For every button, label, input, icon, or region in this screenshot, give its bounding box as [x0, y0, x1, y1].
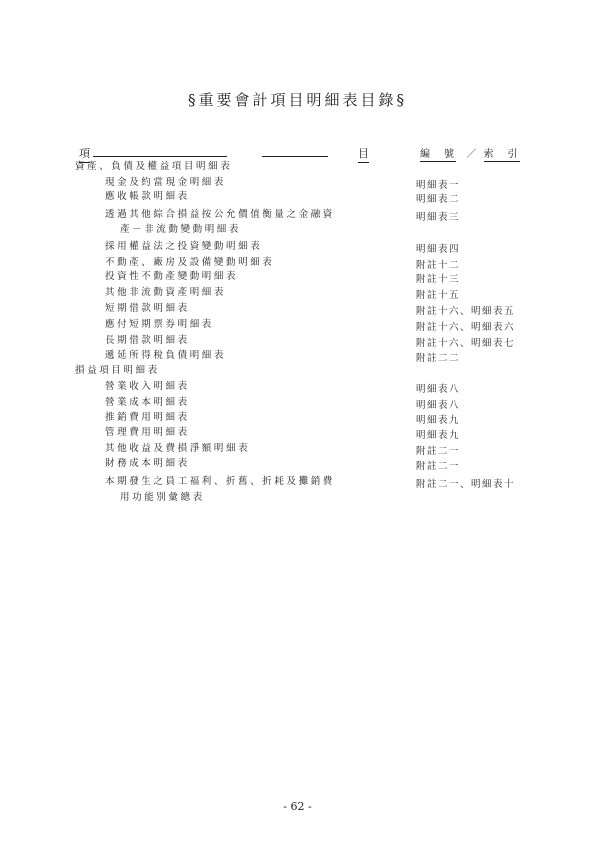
list-item-reference: 明細表一 [416, 180, 461, 191]
page-title: §重要會計項目明細表目錄§ [187, 91, 407, 109]
list-item: 營業收入明細表 [105, 381, 190, 392]
list-item: 財務成本明細表 [105, 458, 190, 469]
page-number: - 62 - [283, 800, 312, 813]
list-item-reference: 附註二二 [416, 353, 461, 364]
list-item: 推銷費用明細表 [105, 412, 190, 423]
list-item: 遞延所得稅負債明細表 [105, 350, 227, 361]
list-item: 資產、負債及權益項目明細表 [75, 161, 233, 172]
list-item-reference: 附註二一 [416, 446, 461, 457]
list-item: 現金及約當現金明細表 [105, 177, 227, 188]
list-item-reference: 附註十六、明細表七 [416, 338, 516, 349]
index-label-index: 索 引 [483, 149, 520, 160]
list-item: 透過其他綜合損益按公允價值衡量之金融資 [105, 209, 335, 220]
list-item: 產－非流動變動明細表 [120, 224, 242, 235]
index-label-number: 編 號 [420, 149, 456, 160]
list-item: 應收帳款明細表 [105, 191, 190, 202]
list-item: 管理費用明細表 [105, 427, 190, 438]
list-item-reference: 明細表二 [416, 194, 461, 205]
list-item: 其他非流動資產明細表 [105, 287, 227, 298]
list-item: 投資性不動產變動明細表 [105, 271, 239, 282]
index-separator: ／ [466, 149, 479, 160]
list-item: 其他收益及費損淨額明細表 [105, 443, 251, 454]
list-item-reference: 附註十六、明細表六 [416, 322, 516, 333]
column-header-item: 項 [79, 145, 90, 163]
list-item: 採用權益法之投資變動明細表 [105, 241, 263, 252]
column-header-item-end: 目 [358, 145, 369, 163]
list-item-reference: 附註十二 [416, 260, 461, 271]
list-item-reference: 附註二一 [416, 461, 461, 472]
list-item-reference: 明細表九 [416, 430, 461, 441]
list-item-reference: 附註十五 [416, 290, 461, 301]
list-item-reference: 明細表四 [416, 244, 461, 255]
list-item: 短期借款明細表 [105, 303, 190, 314]
list-item-reference: 附註十三 [416, 274, 461, 285]
list-item: 應付短期票券明細表 [105, 319, 214, 330]
list-item: 用功能別彙總表 [120, 492, 205, 503]
list-item-reference: 明細表九 [416, 415, 461, 426]
list-item-reference: 明細表三 [416, 212, 461, 223]
list-item-reference: 明細表八 [416, 384, 461, 395]
list-item: 營業成本明細表 [105, 397, 190, 408]
list-item-reference: 附註二一、明細表十 [416, 479, 516, 490]
list-item: 不動產、廠房及設備變動明細表 [105, 257, 275, 268]
list-item-reference: 附註十六、明細表五 [416, 306, 516, 317]
list-item: 長期借款明細表 [105, 335, 190, 346]
list-item: 損益項目明細表 [75, 365, 160, 376]
list-item-reference: 明細表八 [416, 400, 461, 411]
list-item: 本期發生之員工福利、折舊、折耗及攤銷費 [105, 476, 335, 487]
